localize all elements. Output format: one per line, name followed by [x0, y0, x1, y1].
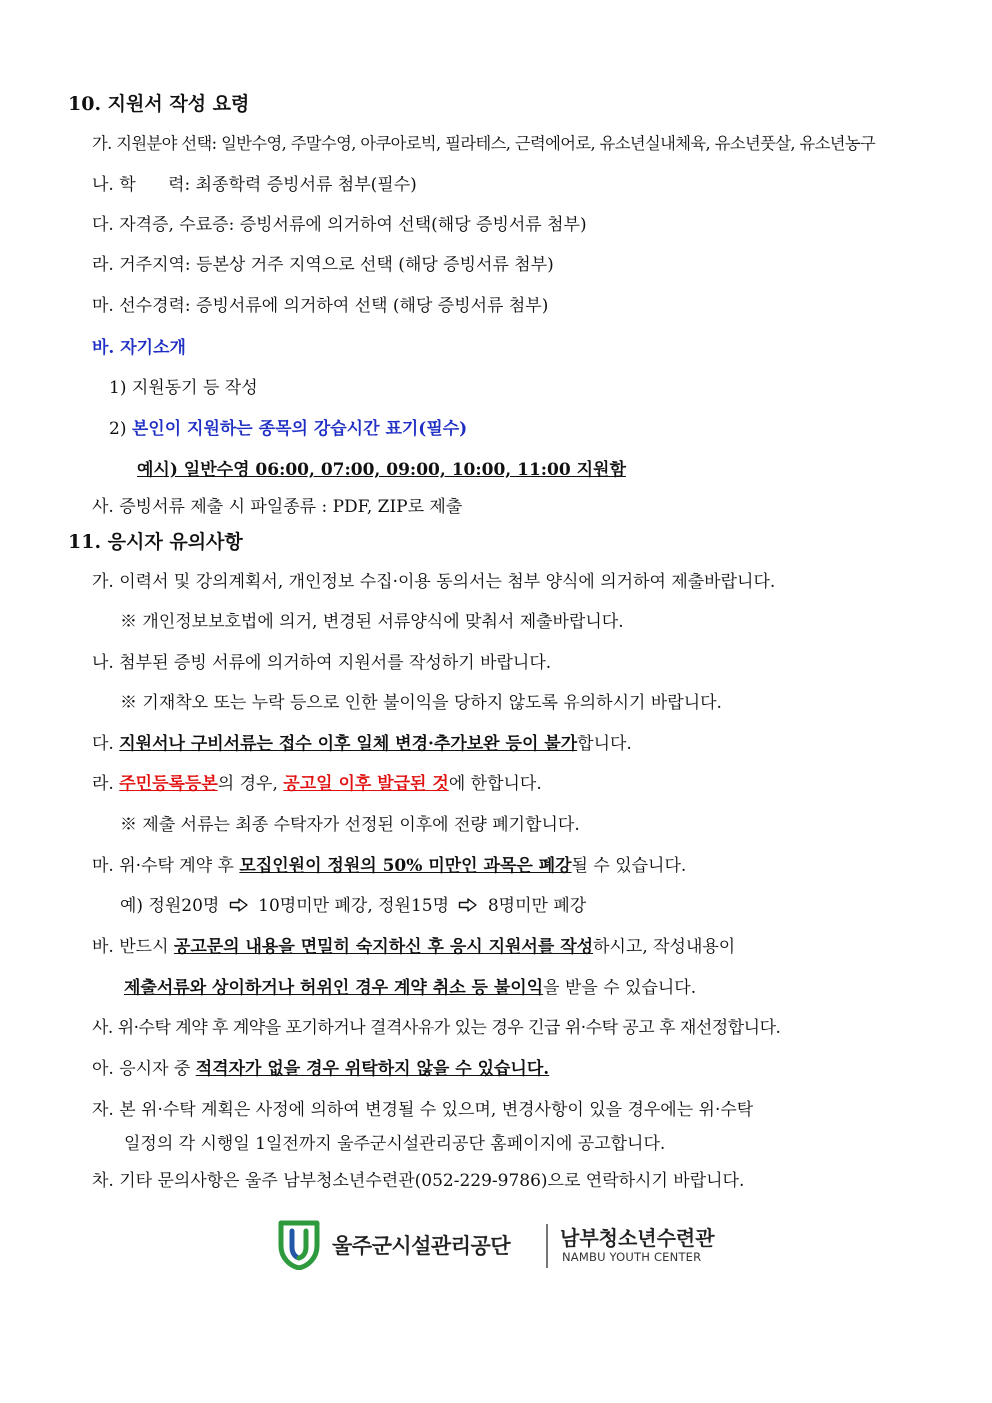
s11-item-a-emphasis: 적격자가 없을 경우 위탁하지 않을 수 있습니다.: [195, 1059, 550, 1079]
center-name: 남부청소년수련관: [560, 1226, 715, 1250]
s11-item-na: 나. 첨부된 증빙 서류에 의거하여 지원서를 작성하기 바랍니다.: [92, 653, 552, 673]
organization-name: 울주군시설관리공단: [332, 1234, 511, 1258]
s11-item-na-note: ※ 기재착오 또는 누락 등으로 인한 불이익을 당하지 않도록 유의하시기 바랍니다.: [120, 693, 722, 713]
s11-item-ba-line-2-suffix: 을 받을 수 있습니다.: [543, 978, 697, 998]
s11-item-ma: [92, 854, 686, 878]
s11-example-part-2: 10명미만 폐강, 정원15명: [258, 896, 450, 916]
s11-item-da-emphasis: 지원서나 구비서류는 접수 이후 일체 변경·추가보완 등이 불가: [119, 734, 578, 754]
right-arrow-icon: [458, 897, 478, 913]
s10-item-ba-2: [109, 417, 467, 441]
s11-item-ra: [92, 772, 542, 796]
s10-item-da: 다. 자격증, 수료증: 증빙서류에 의거하여 선택(해당 증빙서류 첨부): [92, 215, 587, 235]
s11-item-ra-suffix: 에 한합니다.: [448, 774, 542, 794]
logo-divider: [546, 1224, 548, 1268]
s11-item-ma-prefix: 마. 위·수탁 계약 후: [92, 856, 240, 876]
s11-item-ba-line-2-emphasis: 제출서류와 상이하거나 허위인 경우 계약 취소 등 불이익: [124, 978, 544, 998]
footer-logo: [276, 1218, 716, 1274]
s11-item-ga: 가. 이력서 및 강의계획서, 개인정보 수집·이용 동의서는 첨부 양식에 의거하여 제출바랍니다.: [92, 572, 776, 592]
s10-item-na: 나. 학 력: 최종학력 증빙서류 첨부(필수): [92, 175, 417, 195]
s11-item-cha: 차. 기타 문의사항은 울주 남부청소년수련관(052-229-9786)으로 연락하시기 바랍니다.: [92, 1171, 745, 1191]
s11-item-a-prefix: 아. 응시자 중: [92, 1059, 196, 1079]
s10-item-ba-1: 1) 지원동기 등 작성: [109, 378, 258, 398]
s11-item-ma-emphasis: 모집인원이 정원의 50% 미만인 과목은 폐강: [239, 856, 572, 876]
section-11-title: 11. 응시자 유의사항: [68, 531, 243, 553]
s11-item-da-suffix: 합니다.: [577, 734, 632, 754]
s10-item-ra: 라. 거주지역: 등본상 거주 지역으로 선택 (해당 증빙서류 첨부): [92, 255, 554, 275]
s10-item-ba-2-number: 2): [109, 419, 132, 439]
s11-item-ra-middle: 의 경우,: [217, 774, 284, 794]
s11-item-ra-emphasis-1: 주민등록등본: [119, 774, 218, 794]
s11-item-ra-note: ※ 제출 서류는 최종 수탁자가 선정된 이후에 전량 폐기합니다.: [120, 815, 580, 835]
center-name-english: NAMBU YOUTH CENTER: [562, 1250, 702, 1264]
s10-item-ma: 마. 선수경력: 증빙서류에 의거하여 선택 (해당 증빙서류 첨부): [92, 296, 549, 316]
s10-item-ba-2-text: 본인이 지원하는 종목의 강습시간 표기(필수): [131, 419, 468, 439]
s11-item-ja-line-1: 자. 본 위·수탁 계획은 사정에 의하여 변경될 수 있으며, 변경사항이 있을 경우에는 위·수탁: [92, 1100, 754, 1120]
s11-item-a: [92, 1057, 549, 1081]
s10-item-sa: 사. 증빙서류 제출 시 파일종류 : PDF, ZIP로 제출: [92, 497, 463, 517]
s11-item-ga-note: ※ 개인정보보호법에 의거, 변경된 서류양식에 맞춰서 제출바랍니다.: [120, 612, 624, 632]
s11-item-ra-prefix: 라.: [92, 774, 120, 794]
right-arrow-icon: [229, 897, 249, 913]
s11-item-ra-emphasis-2: 공고일 이후 발급된 것: [283, 774, 449, 794]
organization-logo-icon: [276, 1220, 322, 1270]
s11-item-ba-prefix: 바. 반드시: [92, 937, 174, 957]
s11-item-ja-line-2: 일정의 각 시행일 1일전까지 울주군시설관리공단 홈페이지에 공고합니다.: [124, 1134, 666, 1154]
s10-example: 예시) 일반수영 06:00, 07:00, 09:00, 10:00, 11:00 지원함: [137, 460, 626, 480]
s10-item-ga: 가. 지원분야 선택: 일반수영, 주말수영, 아쿠아로빅, 필라테스, 근력에어로, 유소년실내체육, 유소년풋살, 유소년농구: [92, 134, 876, 153]
s10-item-ba: 바. 자기소개: [92, 338, 186, 358]
section-10-title: 10. 지원서 작성 요령: [68, 93, 250, 115]
s11-item-ma-example: [120, 894, 586, 918]
s11-item-ma-suffix: 될 수 있습니다.: [571, 856, 687, 876]
s11-item-ba-line-2: [124, 976, 696, 1000]
s11-item-ba: [92, 935, 735, 959]
s11-item-ba-suffix: 하시고, 작성내용이: [593, 937, 736, 957]
s11-item-da-prefix: 다.: [92, 734, 120, 754]
s11-example-part-1: 예) 정원20명: [120, 896, 220, 916]
s11-item-sa: 사. 위·수탁 계약 후 계약을 포기하거나 결격사유가 있는 경우 긴급 위·수탁 공고 후 재선정합니다.: [92, 1018, 781, 1038]
s11-item-ba-emphasis: 공고문의 내용을 면밀히 숙지하신 후 응시 지원서를 작성: [173, 937, 594, 957]
s11-item-da: [92, 732, 632, 756]
s11-example-part-3: 8명미만 폐강: [487, 896, 587, 916]
